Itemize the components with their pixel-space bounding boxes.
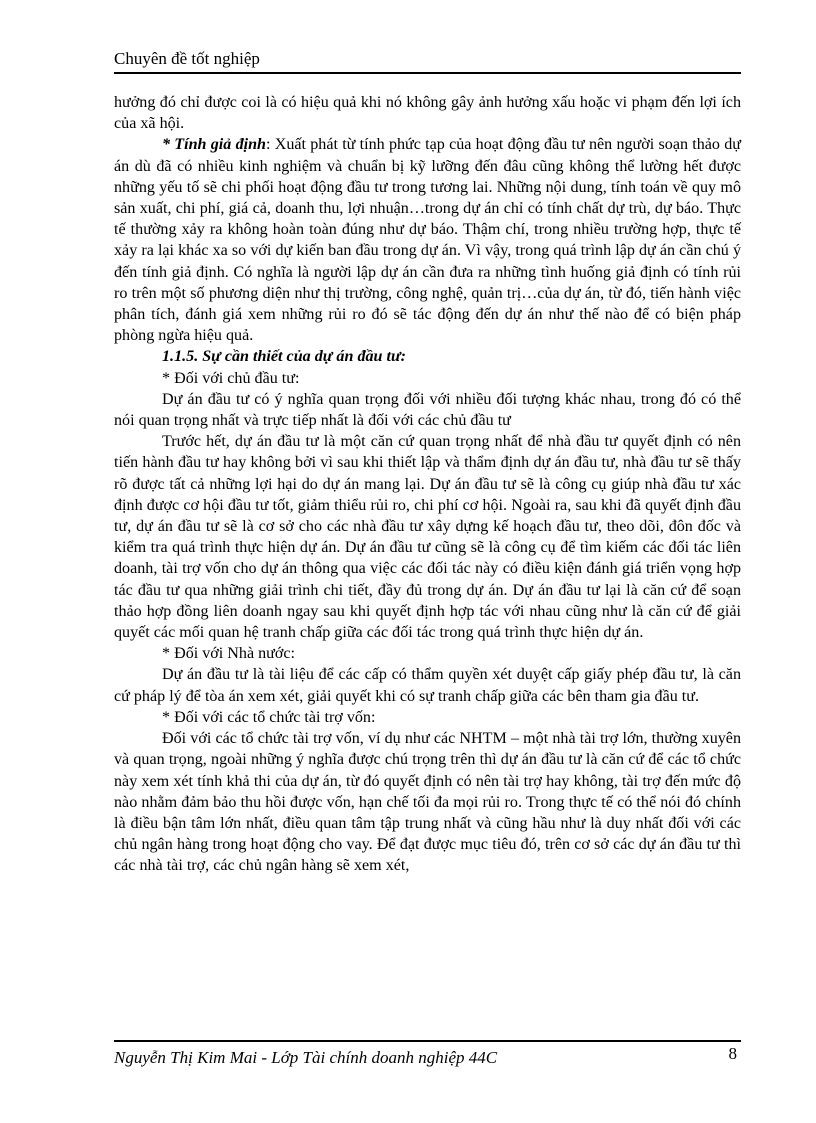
assumption-text: : Xuất phát từ tính phức tạp của hoạt động đầu tư nên người soạn thảo dự án dù đã có nhiều kinh nghiệm và chuẩn bị kỹ lưỡng đến đâu cũng không thể lường hết được những yếu tố sẽ chi phối hoạt động đầu tư trong tương lai. Những nội dung, tính toán về quy mô sản xuất, chi phí, giá cả, doanh thu, lợi nhuận…trong dự án chỉ có tính chất dự trù, dự báo. Thực tế thường xảy ra không hoàn toàn đúng như dự báo. Thậm chí, trong nhiều trường hợp, thực tế xảy ra lại khác xa so với dự kiến ban đầu trong dự án. Vì vậy, trong quá trình lập dự án cần chú ý đến tính giả định. Có nghĩa là người lập dự án cần đưa ra những tình huống giả định có tính rủi ro trên một số phương diện như thị trường, công nghệ, quản trị…của dự án, từ đó, tiến hành việc phân tích, đánh giá xem những rủi ro đó sẽ tác động đến dự án như thế nào để có biện pháp phòng ngừa hiệu quả. [114, 136, 741, 345]
paragraph-assumption [114, 134, 741, 346]
assumption-label: * Tính giả định [162, 136, 266, 154]
subheading-state: * Đối với Nhà nước: [162, 645, 296, 663]
paragraph-4: Trước hết, dự án đầu tư là một căn cứ quan trọng nhất để nhà đầu tư quyết định có nên tiến hành đầu tư hay không bởi vì sau khi thiết lập và thẩm định dự án đầu tư, nhà đầu tư sẽ thấy rõ được tất cả những lợi hại do dự án mang lại. Dự án đầu tư sẽ là công cụ giúp nhà đầu tư xác định được cơ hội đầu tư tốt, giảm thiểu rủi ro, chi phí cơ hội. Ngoài ra, sau khi đã quyết định đầu tư, dự án đầu tư sẽ là cơ sở cho các nhà đầu tư xây dựng kế hoạch đầu tư, theo dõi, đôn đốc và kiểm tra quá trình thực hiện dự án. Dự án đầu tư cũng sẽ là công cụ để tìm kiếm các đối tác liên doanh, tài trợ vốn cho dự án thông qua việc các đối tác này có điều kiện đánh giá triển vọng hợp tác đầu tư qua những giải trình chi tiết, đầy đủ trong dự án. Dự án đầu tư lại là căn cứ để soạn thảo hợp đồng liên doanh ngay sau khi quyết định hợp tác với nhau cũng như là căn cứ để giải quyết các mối quan hệ tranh chấp giữa các đối tác trong quá trình thực hiện dự án. [114, 433, 741, 642]
paragraph-1: hưởng đó chỉ được coi là có hiệu quả khi nó không gây ảnh hưởng xấu hoặc vi phạm đến lợi ích của xã hội. [114, 94, 741, 133]
header-divider [114, 72, 741, 74]
page-number: 8 [728, 1044, 737, 1063]
section-heading: 1.1.5. Sự cần thiết của dự án đầu tư: [162, 348, 406, 366]
subheading-investor: * Đối với chủ đầu tư: [162, 369, 300, 387]
page-header [114, 48, 741, 70]
footer-author: Nguyễn Thị Kim Mai - Lớp Tài chính doanh nghiệp 44C [114, 1048, 498, 1067]
paragraph-3: Dự án đầu tư có ý nghĩa quan trọng đối với nhiều đối tượng khác nhau, trong đó có thể nói quan trọng nhất và trực tiếp nhất là đối với các chủ đầu tư [114, 390, 741, 430]
paragraph-6: Đối với các tổ chức tài trợ vốn, ví dụ như các NHTM – một nhà tài trợ lớn, thường xuyên và quan trọng, ngoài những ý nghĩa được chú trọng trên thì dự án đầu tư là căn cứ để các tổ chức này xem xét tính khả thi của dự án, từ đó quyết định có nên tài trợ hay không, tài trợ đến mức độ nào nhằm đảm bảo thu hồi được vốn, hạn chế tối đa mọi rủi ro. Trong thực tế có thể nói đó chính là điều bận tâm lớn nhất, điều quan tâm tập trung nhất và cũng hầu như là duy nhất đối với các chủ ngân hàng trong hoạt động cho vay. Để đạt được mục tiêu đó, trên cơ sở các dự án đầu tư thì các nhà tài trợ, các chủ ngân hàng sẽ xem xét, [114, 730, 741, 875]
page-body [114, 92, 741, 877]
footer-divider [114, 1040, 741, 1042]
paragraph-5: Dự án đầu tư là tài liệu để các cấp có thẩm quyền xét duyệt cấp giấy phép đầu tư, là căn cứ pháp lý để tòa án xem xét, giải quyết khi có sự tranh chấp giữa các bên tham gia đầu tư. [114, 666, 741, 705]
header-title: Chuyên đề tốt nghiệp [114, 49, 260, 68]
subheading-funders: * Đối với các tổ chức tài trợ vốn: [162, 708, 376, 726]
